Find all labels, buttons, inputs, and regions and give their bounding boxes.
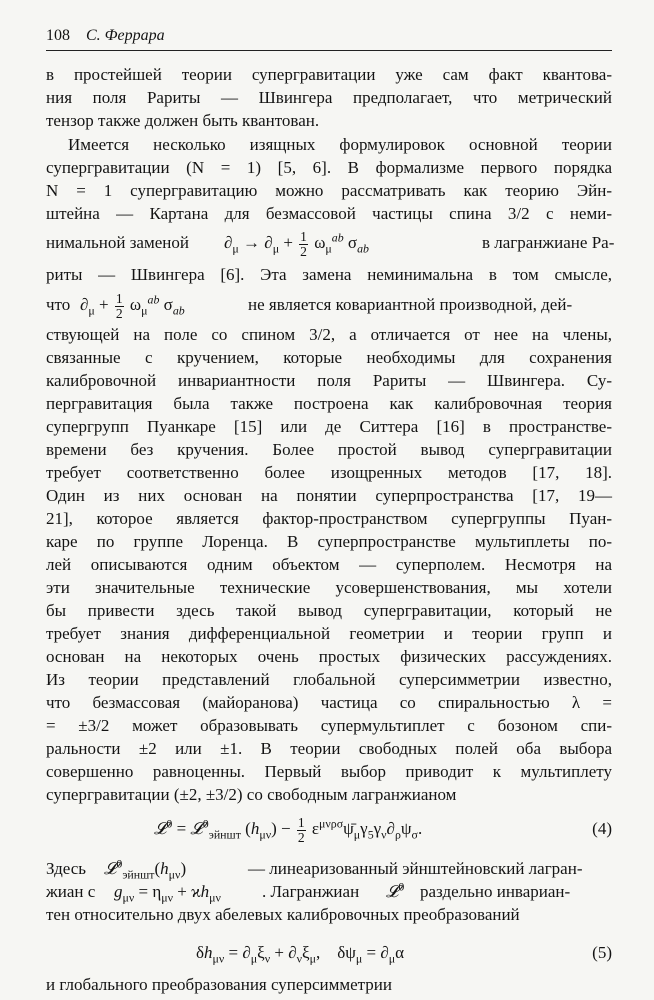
text-line: калибровочной инвариантности поля Рариты — Швингера. Су- — [46, 371, 612, 390]
text-line: эти значительные технические усовершенствования, мы хотели — [46, 578, 612, 597]
inline-formula: 𝓛$^0$ — [386, 879, 405, 902]
equation-body: $\delta h_{\mu\nu} = \partial_\mu\xi_\nu + \partial_\nu\xi_\mu$, $\delta\psi_\mu = \partial_\mu\alpha$ — [196, 943, 405, 966]
text-line: основан на некоторых очень простых физических рассуждениях. — [46, 647, 612, 666]
formula-line-covariant — [46, 291, 612, 321]
text-fragment: нимальной заменой — [46, 233, 189, 252]
text-fragment: раздельно инвариан- — [420, 882, 571, 901]
text-line: времени без кручения. Более простой вывод супергравитации — [46, 440, 612, 459]
lagrangian-symbol: 𝓛 — [104, 859, 117, 879]
formula-line-substitution — [46, 229, 615, 259]
text-line: бы привести здесь такой вывод супергравитации, который не — [46, 601, 612, 620]
text-fragment: что — [46, 295, 71, 314]
text-line: ствующей на поле со спином 3/2, а отличается от нее на члены, — [46, 325, 612, 344]
text-line: Из теории представлений глобальной суперсимметрии известно, — [46, 670, 612, 689]
text-line: в простейшей теории супергравитации уже сам факт квантова- — [46, 65, 612, 84]
denominator: 2 — [115, 305, 123, 321]
metric-formula: $g_{\mu\nu} = \eta_{\mu\nu} + ϰh_{\mu\nu}$ — [114, 882, 221, 905]
substitution-formula: $\partial_\mu \to \partial_\mu$ + $\frac{1}{2}$ $\omega_\mu^{ab}$ $\sigma_{ab}$ — [224, 229, 369, 259]
text-line: что безмассовая (майоранова) частица со спиральностью λ = — [46, 693, 612, 712]
fraction — [115, 292, 124, 320]
text-line: Имеется несколько изящных формулировок основной теории — [68, 135, 612, 154]
text-line: связанные с кручением, которые необходимы для сохранения — [46, 348, 612, 367]
einstein-subscript: эйншт — [122, 867, 155, 882]
text-line: требует соответственно более изощренных методов [17, 18]. — [46, 463, 612, 482]
equation-4 — [46, 815, 612, 845]
text-line: пергравитация была также построена как калибровочная теория — [46, 394, 612, 413]
header-rule — [46, 50, 612, 51]
text-line: риты — Швингера [6]. Эта замена неминимальна в том смысле, — [46, 265, 612, 284]
text-line: = ±3/2 может образовывать супермультиплет с бозоном спи- — [46, 716, 612, 735]
text-line: супергрупп Пуанкаре [15] или де Ситтера [16] в пространстве- — [46, 417, 612, 436]
text-line: лей описываются одним объектом — суперполем. Несмотря на — [46, 555, 612, 574]
covariant-formula: $\partial_\mu$ + $\frac{1}{2}$ $\omega_\mu^{ab}$ $\sigma_{ab}$ — [80, 291, 185, 321]
running-author: С. Феррара — [86, 27, 165, 44]
denominator: 2 — [300, 243, 307, 259]
text-line: 21], которое является фактор-пространством супергруппы Пуан- — [46, 509, 612, 528]
text-line: требует знания дифференциальной геометрии и теории групп и — [46, 624, 612, 643]
formula-line-metric — [46, 879, 612, 905]
lagrangian-symbol: 𝓛 — [190, 819, 203, 839]
einstein-subscript: эйншт — [208, 827, 241, 842]
equation-number: (4) — [592, 819, 612, 838]
numerator: 1 — [300, 229, 307, 244]
text-line: ния поля Рариты — Швингера предполагает, что метрический — [46, 88, 612, 107]
page-number: 108 — [46, 27, 70, 44]
text-line: каре по группе Лоренца. В суперпространстве мультиплеты по- — [46, 532, 612, 551]
fraction — [299, 230, 308, 258]
lagrangian-symbol: 𝓛 — [154, 819, 167, 839]
text-fragment: Здесь — [46, 859, 87, 878]
equation-5 — [46, 940, 612, 966]
text-line: тензор также должен быть квантован. — [46, 111, 320, 130]
text-fragment: не является ковариантной производной, дей- — [248, 295, 573, 314]
text-line: супергравитации (±2, ±3/2) со свободным лагранжианом — [46, 785, 457, 804]
text-line: ральности ±2 или ±1. В теории свободных полей оба выбора — [46, 739, 612, 758]
text-fragment: в лагранжиане Ра- — [482, 233, 615, 252]
text-line: совершенно равноценны. Первый выбор приводит к мультиплету — [46, 762, 612, 781]
running-header — [46, 26, 612, 50]
numerator: 1 — [297, 815, 305, 830]
numerator: 1 — [115, 291, 123, 306]
text-line: штейна — Картана для безмассовой частицы спина 3/2 с неми- — [46, 204, 612, 223]
text-line: N = 1 супергравитацию можно рассматривать как теорию Эйн- — [46, 181, 612, 200]
text-fragment: — линеаризованный эйнштейновский лагран- — [248, 859, 583, 878]
text-line: и глобального преобразования суперсимметрии — [46, 975, 392, 994]
equation-number: (5) — [592, 943, 612, 962]
denominator: 2 — [297, 829, 305, 845]
text-line: тен относительно двух абелевых калибровочных преобразований — [46, 905, 520, 924]
text-line: Один из них основан на понятии суперпространства [17, 19— — [46, 486, 612, 505]
lagrangian-symbol: 𝓛 — [386, 882, 399, 902]
text-fragment: . Лагранжиан — [262, 882, 360, 901]
inline-formula: $𝓛^0_{эйншт}(h_{\mu\nu})$ — [104, 856, 187, 882]
equation-body: 𝓛$^0$ = 𝓛$^0_{эйншт}$ $(h_{\mu\nu})$ − $\frac{1}{2}$ $\varepsilon^{\mu\nu\rho\sigma}\psī_\mu\gamma_5\gamma_\nu\partial_\rho\psi_\sigma$. — [154, 815, 423, 845]
text-line: супергравитации (N = 1) [5, 6]. В формализме первого порядка — [46, 158, 612, 177]
fraction — [297, 816, 306, 844]
text-fragment: жиан с — [46, 882, 96, 901]
